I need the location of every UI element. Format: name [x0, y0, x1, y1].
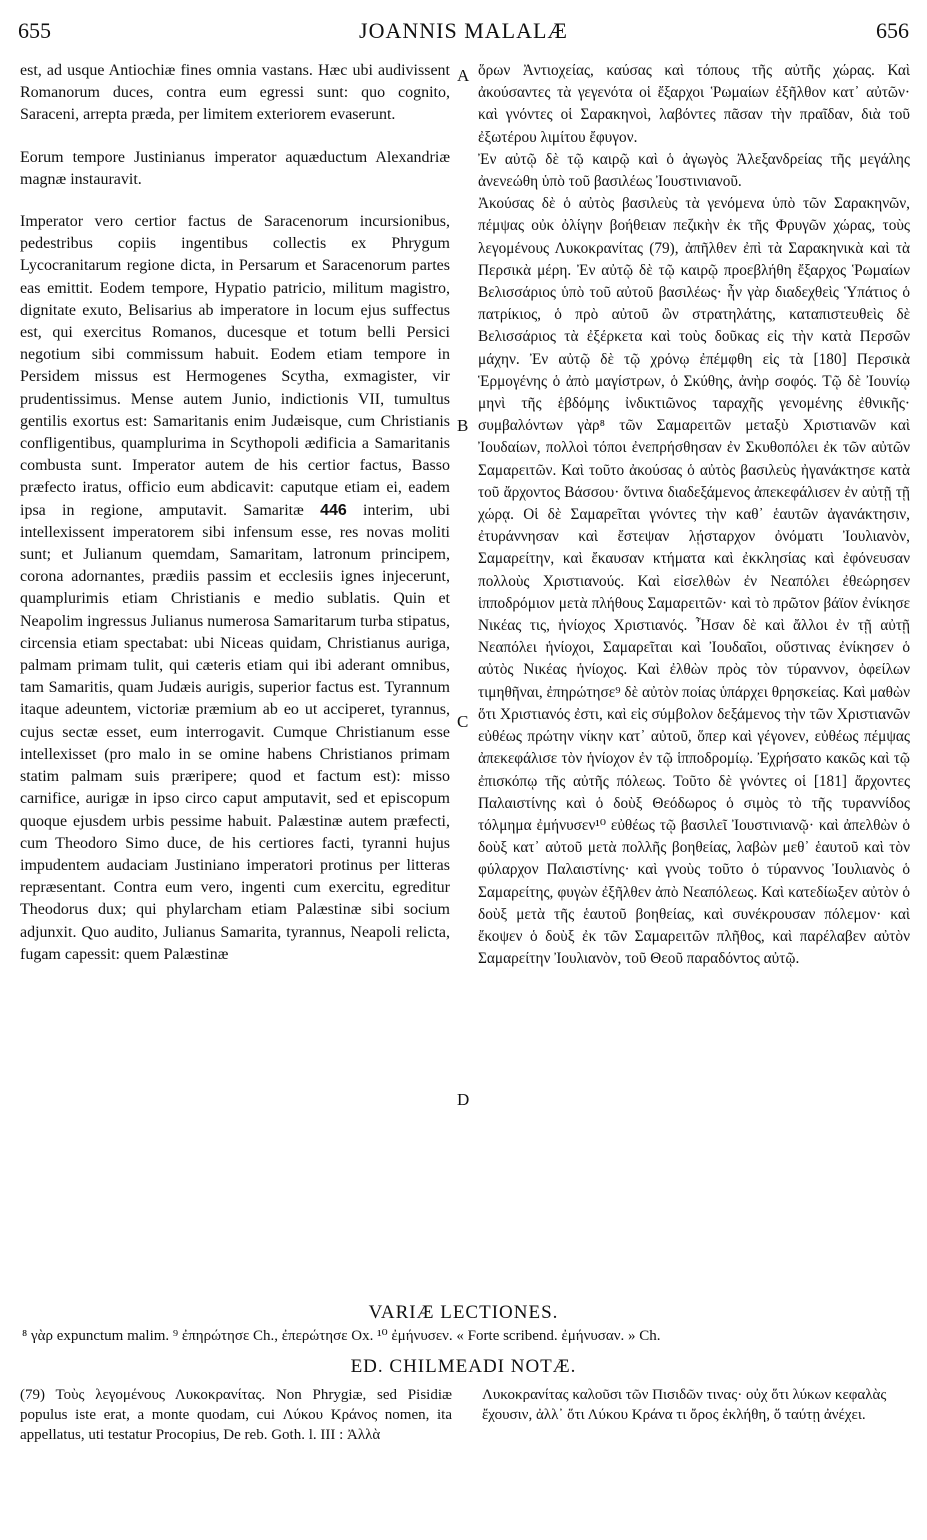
section-marker-d: D	[457, 1090, 470, 1109]
greek-paragraph-3: Ἀκούσας δὲ ὁ αὐτὸς βασιλεὺς τὰ γενόμενα ὑπὸ τῶν Σαρακηνῶν, πέμψας οὐκ ὀλίγην βοήθειαν πεζικὴν ἐκ τῆς Φρυγῶν χώρας, τοὺς λεγομένους Λυκοκρανίτας (79), ἀπῆλθεν ἐπὶ τὰ Σαρακηνικὰ καὶ τὰ Περσικὰ μέρη. Ἐν αὐτῷ δὲ τῷ καιρῷ προεβλήθη ἔξαρχος Ῥωμαίων Βελισσάριος ὑπὸ τοῦ αὐτοῦ βασιλέως· ἦν γὰρ διαδεχθεὶς Ὑπάτιος ὁ πατρίκιος, ὁ πρὸ αὐτοῦ ὢν στρατηλάτης, καταπιστευθεὶς δὲ Βελισσάριος τὰ ἐξέρκετα καὶ τοὺς δοῦκας εἰς τὴν κατὰ Περσῶν μάχην. Ἐν αὐτῷ δὲ τῷ χρόνῳ ἐπέμφθη εἰς τὰ [180] Περσικὰ Ἑρμογένης ὁ ἀπὸ μαγίστρων, ὁ Σκύθης, ἀνὴρ σοφός. Τῷ δὲ Ἰουνίῳ μηνὶ τῆς ἑβδόμης ἰνδικτιῶνος ταραχῆς γενομένης ἐθνικῆς· συμβαλόντων γὰρ⁸ τῶν Σαμαρειτῶν μεταξὺ Χριστιανῶν καὶ Ἰουδαίων, πολλοὶ τόποι ἐνεπρήσθησαν ἐν Σκυθοπόλει ἐκ τῶν αὐτῶν Σαμαρειτῶν. Καὶ τοῦτο ἀκούσας ὁ αὐτὸς βασιλεὺς ἠγανάκτησε κατὰ τοῦ ἄρχοντος Βάσσου· ὅντινα διαδεξάμενος ἀπεκεφάλισεν ἐν αὐτῇ τῇ χώρᾳ. Οἱ δὲ Σαμαρεῖται γνόντες τὴν καθ᾽ ἑαυτῶν ἀγανάκτησιν, ἐτυράννησαν καὶ ἔστεψαν λῄσταρχον ὀνόματι Ἰουλιανὸν, Σαμαρείτην, καὶ ἔκαυσαν κτήματα καὶ ἐκκλησίας καὶ ἐφόνευσαν πολλοὺς Χριστιανούς. Καὶ εἰσελθὼν ἐν Νεαπόλει ἐθεώρησεν ἱπποδρόμιον μετὰ πλήθους Σαμαρειτῶν· καὶ τὸ πρῶτον βάϊον ἐνίκησε Νικέας τις, ἡνίοχος Χριστιανός. Ἦσαν δὲ καὶ ἄλλοι ἐν τῇ αὐτῇ Νεαπόλει ἡνίοχοι, Σαμαρεῖται καὶ Ἰουδαῖοι, οὕστινας ἐνίκησεν ὁ αὐτὸς Νικέας ἡνίοχος. Καὶ ἐλθὼν πρὸς τὸν τύραννον, ὀφείλων τιμηθῆναι, ἐπηρώτησε⁹ δὲ αὐτὸν ποίας ὑπάρχει θρησκείας. Καὶ μαθὼν ὅτι Χριστιανός ἐστι, καὶ εἰς σύμβολον δεξάμενος τὴν τῶν Χριστιανῶν εὐθέως πρώτην νίκην κατ᾽ αὐτοῦ, ὅπερ καὶ γέγονεν, εὐθέως πέμψας ἀπεκεφάλισε τὸν ἡνίοχον ἐν τῷ ἱπποδρομίῳ. Ἐχρήσατο κακῶς καὶ τῷ ἐπισκόπῳ τῆς αὐτῆς πόλεως. Τοῦτο δὲ γνόντες οἱ [181] ἄρχοντες Παλαιστίνης καὶ ὁ δοὺξ Θεόδωρος ὁ σιμὸς τὸ τῆς τυραννίδος τόλμημα ἐμήνυσεν¹⁰ εὐθέως τῷ βασιλεῖ Ἰουστινιανῷ· καὶ ἀπελθὼν ὁ δοὺξ κατ᾽ αὐτοῦ μετὰ πολλῆς βοηθείας, λαβὼν μεθ᾽ ἑαυτοῦ καὶ τὸν φύλαρχον Παλαιστίνης· καὶ γνοὺς τοῦτο ὁ τύραννος Ἰουλιανὸς ὁ Σαμαρείτης, φυγὼν ἐξῆλθεν ἀπὸ Νεαπόλεως. Καὶ κατεδίωξεν αὐτὸν ὁ δοὺξ μετὰ τῆς ἑαυτοῦ βοηθείας, καὶ συνέκρουσαν πόλεμον· καὶ ἔκοψεν ὁ δοὺξ ἐκ τῶν Σαμαρειτῶν πλῆθος, καὶ παρέλαβεν αὐτὸν Σαμαρείτην Ἰουλιανὸν, τοῦ Θεοῦ παραδόντος αὐτῷ.	[478, 195, 910, 968]
section-marker-a: A	[457, 66, 470, 85]
section-marker-c: C	[457, 712, 469, 731]
latin-paragraph-1: est, ad usque Antiochiæ fines omnia vastans. Hæc ubi audivissent Romanorum duces, contra eum egressi sunt: quo cognito, Saraceni, arrepta præda, per limitem exteriorem evaserunt.	[20, 62, 450, 124]
greek-paragraph-1: ὅρων Ἀντιοχείας, καύσας καὶ τόπους τῆς αὐτῆς χώρας. Καὶ ἀκούσαντες τὰ γεγενότα οἱ ἔξαρχοι Ῥωμαίων ἐξῆλθον κατ᾽ αὐτῶν· καὶ γνόντες οἱ Σαρακηνοὶ, λαβόντες πᾶσαν τὴν πραῖδαν, διὰ τοῦ ἐξωτέρου λιμίτου ἔφυγον.	[478, 62, 910, 146]
latin-paragraph-2: Eorum tempore Justinianus imperator aquæductum Alexandriæ magnæ instauravit.	[20, 148, 450, 188]
variae-lectiones-heading: VARIÆ LECTIONES.	[368, 1302, 559, 1323]
latin-paragraph-3-part-1: Imperator vero certior factus de Saracenorum incursionibus, pedestribus copiis ingentibus collectis ex Phrygum Lycocranitarum regione dicta, in Persarum et Saracenorum partes eas emittit. Eodem tempore, Hypatio patricio, militum magistro, dignitate exuto, Belisarius ab imperatore in locum ejus suffectus est, qui exercitus Romanos, ducesque et totum belli Persici negotium sibi commissum habuit. Eodem etiam tempore in Persidem missus est Hermogenes Scytha, exmagister, vir prudentissimus. Mense autem Junio, indictionis VII, tumultus gentilis exortus est: Samaritanis enim Judæisque, cum Christianis confligentibus, quamplurima in Scythopoli ædificia a Samaritanis combusta sunt. Imperator autem de his certior factus, Basso præfecto iratus, officio eum abdicavit: caputque etiam ei, eadem ipsa in regione, amputavit. Samaritæ	[20, 213, 450, 519]
latin-paragraph-3	[20, 211, 450, 966]
greek-column	[478, 60, 910, 970]
section-marker-b: B	[457, 416, 469, 435]
note-79-right: Λυκοκρανίτας καλοῦσι τῶν Πισιδῶν τινας· οὐχ ὅτι λύκων κεφαλὰς ἔχουσιν, ἀλλ᾽ ὅτι Λύκου Κράνα τι ὄρος ἐκλήθη, ὅ ταύτῃ ἀνέχει.	[482, 1387, 887, 1423]
greek-paragraph-2: Ἐν αὐτῷ δὲ τῷ καιρῷ καὶ ὁ ἀγωγὸς Ἀλεξανδρείας τῆς μεγάλης ἀνενεώθη ὑπὸ τοῦ βασιλέως Ἰουστινιανοῦ.	[478, 150, 910, 191]
running-title: JOANNIS MALALÆ	[359, 18, 568, 43]
latin-column	[20, 60, 450, 966]
page-number-left: 655	[18, 18, 51, 43]
latin-paragraph-3-part-2: interim, ubi intellexissent imperatorem sibi infensum esse, res novas moliti sunt; et Julianum quemdam, Samaritam, latronum principem, corona adornantes, prædiis passim et ecclesiis ignes injecerunt, quamplurimis etiam Christianis e medio sublatis. Quin et Neapolim ingressus Julianus numerosa Samaritarum turba stipatus, circensia etiam spectabat: ubi Niceas quidam, Christianus auriga, palmam primam tulit, qui cæteris etiam qui ibi aderant omnibus, tam Samaritis, quam Judæis aurigis, superior factus est. Tyrannum itaque adeuntem, victoriæ præmium ab eo ut acciperet, tyrannus, cujus sectæ esset, eum interrogavit. Cumque Christianum esse intellexisset (pro malo in se omine habens Christianos primam statim palmam suis præripere; quod et factum est): misso carnifice, aurigæ in ipso circo caput amputavit, sed et episcopum quoque ejusdem urbis pessime habuit. Palæstinæ autem præfecti, cum Theodoro Simo duce, de his certiores facti, tyranni hujus impudentem audaciam Justiniano imperatori protinus per litteras repræsentant. Contra eum vero, ingenti cum exercitu, egreditur Theodorus dux; qui phylarcham etiam Palæstinæ sibi socium adjunxit. Quo audito, Julianus Samarita, tyrannus, Neapoli relicta, fugam capessit: quem Palæstinæ	[20, 501, 450, 963]
notes-heading: ED. CHILMEADI NOTÆ.	[350, 1356, 577, 1377]
page-header	[18, 10, 909, 50]
folio-number: 446	[320, 501, 347, 519]
page-number-right: 656	[876, 18, 909, 43]
variae-lectiones-text: ⁸ γὰρ expunctum malim. ⁹ ἐπηρώτησε Ch., ἐπερώτησε Ox. ¹⁰ ἐμήνυσεν. « Forte scribend. ἐμήνυσαν. » Ch.	[22, 1328, 661, 1344]
note-79-left: (79) Τοὺς λεγομένους Λυκοκρανίτας. Non Phrygiæ, sed Pisidiæ populus iste erat, a monte quodam, cui Λύκου Κράνος nomen, ita appellatus, uti testatur Procopius, De reb. Goth. l. III : Ἀλλὰ	[20, 1387, 452, 1443]
